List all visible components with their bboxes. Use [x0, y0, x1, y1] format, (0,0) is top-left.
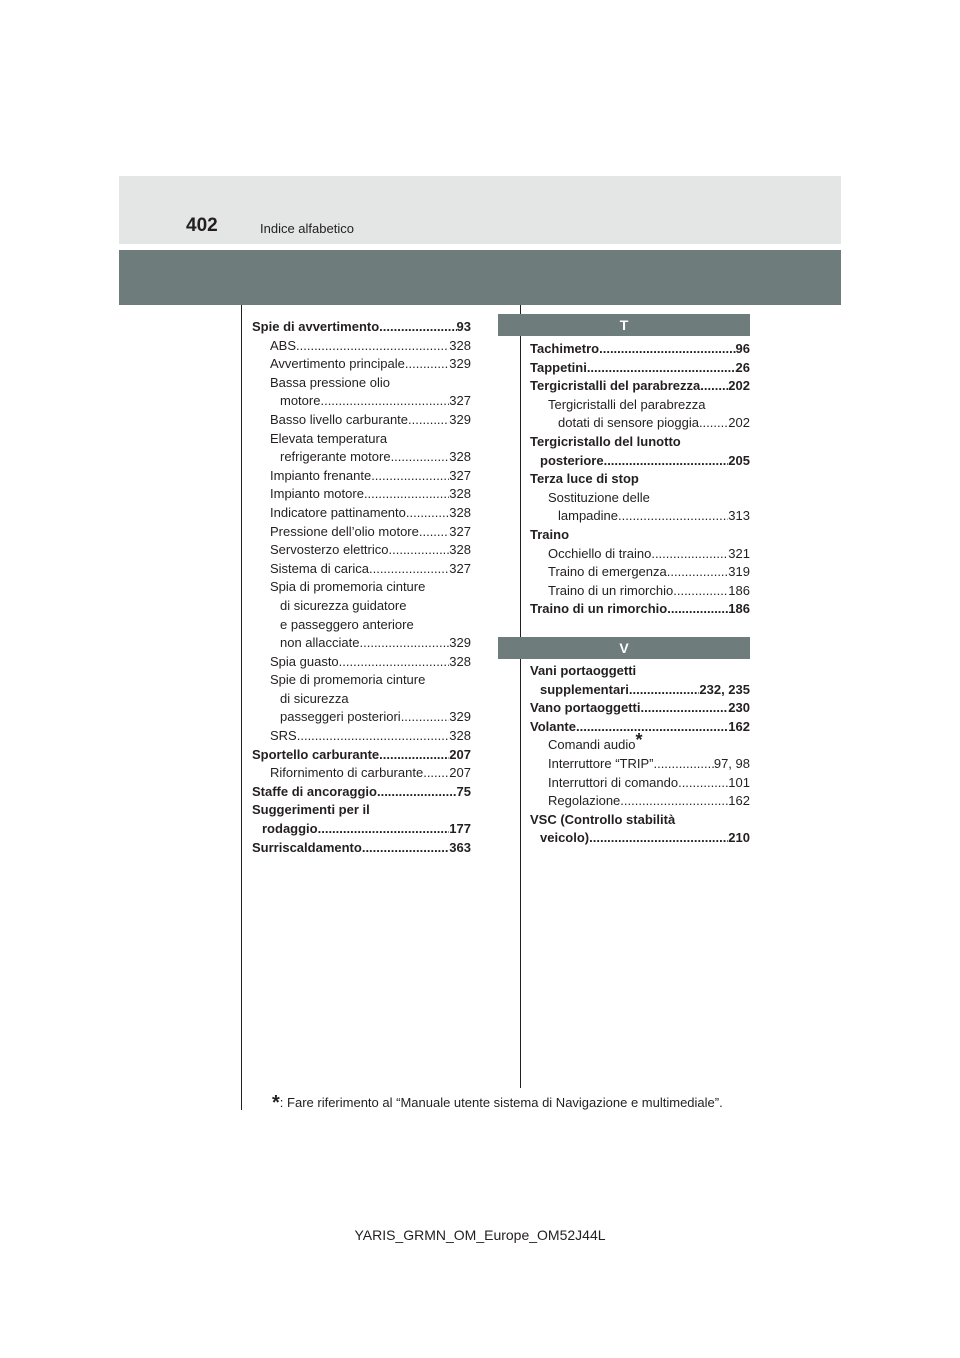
index-entry: [252, 783, 471, 802]
page-ref: 329: [449, 635, 471, 651]
section-letter-v: V: [619, 640, 629, 656]
index-subentry: [252, 653, 471, 672]
leader-dots: [320, 392, 449, 411]
footnote-text: : Fare riferimento al “Manuale utente sistema di Navigazione e multimediale”.: [279, 1095, 723, 1110]
leader-dots: [391, 448, 450, 467]
leader-dots: [408, 411, 449, 430]
entry-label: Impianto frenante: [270, 467, 372, 483]
index-subentry: [252, 634, 471, 653]
index-subentry: [252, 430, 471, 449]
page-ref: 202: [728, 415, 750, 431]
entry-label: Comandi audio: [548, 737, 636, 753]
page-ref: 210: [728, 830, 750, 846]
index-subentry: [252, 671, 471, 690]
index-entry: [530, 433, 750, 452]
leader-dots: [296, 337, 449, 356]
index-column-s: [252, 318, 471, 857]
entry-label: Spia guasto: [270, 653, 339, 669]
page-ref: 202: [728, 378, 750, 394]
index-subentry: [252, 448, 471, 467]
index-entry: [252, 801, 471, 820]
index-subentry: [252, 727, 471, 746]
entry-label: Rifornimento di carburante: [270, 765, 424, 781]
page-ref: 321: [728, 545, 750, 561]
entry-label: Terza luce di stop: [530, 471, 639, 487]
entry-label: Surriscaldamento: [252, 839, 362, 855]
page-ref: 363: [449, 839, 471, 855]
entry-label: passeggeri posteriori: [280, 709, 401, 725]
page-ref: 207: [449, 746, 471, 762]
entry-label: e passeggero anteriore: [280, 616, 414, 632]
entry-label: Volante: [530, 718, 576, 734]
page-ref: 97, 98: [713, 755, 750, 771]
leader-dots: [599, 340, 735, 359]
page-ref: 75: [456, 783, 471, 799]
entry-label: ABS: [270, 337, 297, 353]
entry-label: VSC (Controllo stabilità: [530, 811, 676, 827]
page-ref: 96: [735, 341, 750, 356]
page-ref: 327: [449, 467, 471, 483]
page-ref: 329: [449, 709, 471, 725]
section-letter-t: T: [619, 317, 629, 333]
leader-dots: [389, 541, 450, 560]
index-subentry: [252, 597, 471, 616]
leader-dots: [629, 681, 700, 700]
entry-label: Indicatore pattinamento: [270, 504, 406, 520]
page-ref: 205: [728, 452, 750, 468]
section-header-t: [498, 314, 750, 336]
page-ref: 328: [449, 504, 471, 520]
index-subentry: [252, 616, 471, 635]
leader-dots: [620, 792, 728, 811]
index-subentry: [252, 690, 471, 709]
page-ref: 327: [449, 393, 471, 409]
page-ref: 327: [449, 560, 471, 576]
entry-label: Tappetini: [530, 359, 587, 375]
leader-dots: [364, 485, 449, 504]
leader-dots: [673, 582, 728, 601]
entry-label: Traino di emergenza: [548, 564, 667, 580]
entry-label: Sportello carburante: [252, 746, 380, 762]
entry-label: Suggerimenti per il: [252, 802, 370, 818]
entry-label: Bassa pressione olio: [270, 374, 390, 390]
index-entry: [252, 318, 471, 337]
leader-dots: [379, 318, 456, 337]
page-ref: 162: [728, 793, 750, 809]
index-subentry: [530, 792, 750, 811]
document-code: YARIS_GRMN_OM_Europe_OM52J44L: [354, 1227, 606, 1243]
leader-dots: [700, 377, 728, 396]
page-ref: 328: [449, 653, 471, 669]
leader-dots: [589, 829, 728, 848]
leader-dots: [618, 507, 728, 526]
index-entry: [530, 681, 750, 700]
index-subentry: [252, 485, 471, 504]
header-band: [119, 176, 841, 244]
page-ref: 26: [735, 359, 750, 375]
index-column-t: [530, 340, 750, 619]
index-entry: [530, 340, 750, 359]
page-ref: 327: [449, 523, 471, 539]
entry-label: Sistema di carica: [270, 560, 369, 576]
leader-dots: [651, 545, 728, 564]
entry-label: Elevata temperatura: [270, 430, 388, 446]
page-ref: 329: [449, 356, 471, 372]
leader-dots: [362, 839, 449, 858]
leader-dots: [318, 820, 450, 839]
section-header-v: [498, 637, 750, 659]
page-ref: 313: [728, 508, 750, 524]
entry-label: Occhiello di traino: [548, 545, 652, 561]
leader-dots: [401, 708, 450, 727]
page-ref: 319: [728, 564, 750, 580]
leader-dots: [423, 764, 449, 783]
entry-label: lampadine: [558, 508, 618, 524]
index-entry: [530, 526, 750, 545]
index-subentry: [252, 764, 471, 783]
index-subentry: [252, 355, 471, 374]
index-entry: [530, 452, 750, 471]
entry-label: posteriore: [540, 452, 604, 468]
index-subentry: [252, 560, 471, 579]
entry-label: Spia di promemoria cinture: [270, 579, 426, 595]
leader-dots: [297, 727, 450, 746]
header-title: Indice alfabetico: [260, 221, 354, 236]
index-subentry: [530, 582, 750, 601]
entry-label: Tergicristalli del parabrezza: [548, 396, 706, 412]
index-subentry: [252, 411, 471, 430]
page-ref: 230: [728, 700, 750, 716]
index-entry: [530, 662, 750, 681]
leader-dots: [653, 755, 713, 774]
entry-label: rodaggio: [262, 821, 318, 837]
leader-dots: [587, 359, 736, 378]
leader-dots: [369, 560, 449, 579]
entry-label: Sostituzione delle: [548, 489, 650, 505]
entry-label: Interruttori di comando: [548, 774, 679, 790]
entry-label: Pressione dell’olio motore: [270, 523, 419, 539]
index-subentry: [252, 578, 471, 597]
entry-label: Tachimetro: [530, 341, 600, 356]
page-ref: 328: [449, 449, 471, 465]
header-dark-band: [119, 250, 841, 305]
entry-label: Spie di avvertimento: [252, 319, 380, 334]
index-entry: [252, 820, 471, 839]
index-subentry: [252, 337, 471, 356]
index-subentry: [252, 392, 471, 411]
index-subentry: [252, 708, 471, 727]
entry-label: veicolo): [540, 830, 590, 846]
entry-label: di sicurezza guidatore: [280, 597, 407, 613]
leader-dots: [641, 699, 729, 718]
entry-label: motore: [280, 393, 321, 409]
entry-label: SRS: [270, 728, 297, 744]
entry-label: Traino: [530, 526, 570, 542]
index-subentry: [530, 414, 750, 433]
entry-label: Avvertimento principale: [270, 356, 405, 372]
leader-dots: [379, 746, 449, 765]
entry-label: non allacciate: [280, 635, 360, 651]
leader-dots: [667, 563, 729, 582]
index-entry: [530, 377, 750, 396]
page-ref: 328: [449, 728, 471, 744]
entry-label: Traino di un rimorchio: [530, 601, 668, 617]
leader-dots: [678, 774, 728, 793]
leader-dots: [419, 523, 449, 542]
page-ref: 186: [728, 582, 750, 598]
index-entry: [530, 470, 750, 489]
index-subentry: [530, 755, 750, 774]
leader-dots: [377, 783, 457, 802]
index-subentry: [530, 563, 750, 582]
page-ref: 186: [728, 601, 750, 617]
index-subentry: [530, 396, 750, 415]
entry-label: Tergicristalli del parabrezza: [530, 378, 701, 394]
entry-label: Interruttore “TRIP”: [548, 755, 654, 771]
entry-label: di sicurezza: [280, 690, 349, 706]
footnote-marker: *: [635, 730, 643, 751]
entry-label: Regolazione: [548, 793, 621, 809]
entry-label: dotati di sensore pioggia: [558, 415, 699, 431]
entry-label: supplementari: [540, 681, 629, 697]
index-entry: [530, 811, 750, 830]
index-entry: [530, 699, 750, 718]
leader-dots: [604, 452, 729, 471]
page-ref: 328: [449, 542, 471, 558]
index-entry: [252, 746, 471, 765]
index-column-v: [530, 662, 750, 848]
index-subentry: [530, 489, 750, 508]
entry-label: Traino di un rimorchio: [548, 582, 674, 598]
footnote: [272, 1090, 723, 1113]
page-ref: 162: [728, 718, 750, 734]
index-subentry: [252, 374, 471, 393]
entry-label: Spie di promemoria cinture: [270, 672, 426, 688]
index-entry: [530, 359, 750, 378]
left-margin-rule: [241, 305, 242, 1110]
leader-dots: [360, 634, 450, 653]
leader-dots: [371, 467, 449, 486]
page-ref: 101: [728, 774, 750, 790]
index-entry: [530, 829, 750, 848]
page-ref: 93: [456, 319, 471, 334]
entry-label: Vano portaoggetti: [530, 700, 641, 716]
entry-label: Servosterzo elettrico: [270, 542, 389, 558]
leader-dots: [576, 718, 728, 737]
index-subentry: [252, 541, 471, 560]
index-subentry: [530, 507, 750, 526]
entry-label: Vani portaoggetti: [530, 663, 637, 678]
leader-dots: [406, 504, 449, 523]
page-number: 402: [186, 215, 218, 236]
leader-dots: [405, 355, 449, 374]
page-ref: 328: [449, 337, 471, 353]
page-ref: 328: [449, 486, 471, 502]
footnote-marker: *: [272, 1092, 280, 1114]
entry-label: Impianto motore: [270, 486, 364, 502]
leader-dots: [699, 414, 728, 433]
index-subentry: [530, 774, 750, 793]
index-subentry: [252, 523, 471, 542]
page-ref: 232, 235: [699, 681, 750, 697]
entry-label: refrigerante motore: [280, 449, 391, 465]
index-subentry: [530, 730, 750, 755]
index-entry: [530, 600, 750, 619]
leader-dots: [667, 600, 728, 619]
column-divider: [520, 305, 521, 1088]
page-ref: 207: [449, 765, 471, 781]
entry-label: Tergicristallo del lunotto: [530, 433, 681, 449]
entry-label: Staffe di ancoraggio: [252, 783, 377, 799]
index-entry: [252, 839, 471, 858]
entry-label: Basso livello carburante: [270, 411, 409, 427]
index-subentry: [530, 545, 750, 564]
index-subentry: [252, 467, 471, 486]
page-ref: 329: [449, 411, 471, 427]
page-ref: 177: [449, 821, 471, 837]
leader-dots: [339, 653, 450, 672]
index-subentry: [252, 504, 471, 523]
